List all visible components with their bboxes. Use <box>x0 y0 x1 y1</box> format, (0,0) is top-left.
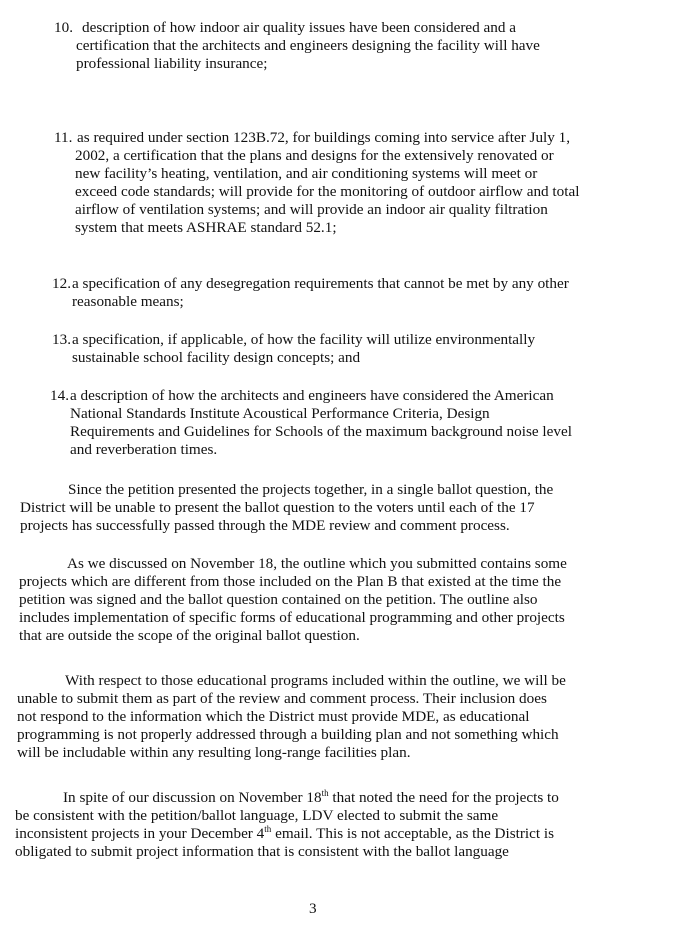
text-line: projects which are different from those included on the Plan B that existed at the time the <box>19 573 562 590</box>
text-line: sustainable school facility design concepts; and <box>72 349 361 366</box>
list-number: 14. <box>50 387 69 404</box>
text-line: airflow of ventilation systems; and will provide an indoor air quality filtration <box>75 201 548 218</box>
text-line: professional liability insurance; <box>76 55 268 72</box>
paragraph-november-outline <box>19 555 567 645</box>
text-line: obligated to submit project information that is consistent with the ballot language <box>15 843 509 860</box>
paragraph-petition <box>20 481 553 535</box>
text-line: not respond to the information which the District must provide MDE, as educational <box>17 708 530 725</box>
page-number: 3 <box>309 900 317 917</box>
text-line: new facility’s heating, ventilation, and air conditioning systems will meet or <box>75 165 538 182</box>
text-line: National Standards Institute Acoustical Performance Criteria, Design <box>70 405 490 422</box>
text-line: system that meets ASHRAE standard 52.1; <box>75 219 337 236</box>
text-line <box>15 825 559 843</box>
list-number: 12. <box>52 275 71 292</box>
text-line: a specification of any desegregation requirements that cannot be met by any other <box>72 275 569 292</box>
text-segment: that noted the need for the projects to <box>328 789 559 806</box>
list-text <box>76 19 540 73</box>
ordinal-superscript: th <box>321 788 329 798</box>
text-line: a description of how the architects and engineers have considered the American <box>70 387 554 404</box>
text-line: reasonable means; <box>72 293 184 310</box>
text-line: Requirements and Guidelines for Schools of the maximum background noise level <box>70 423 572 440</box>
text-line: projects has successfully passed through the MDE review and comment process. <box>20 517 510 534</box>
text-line: and reverberation times. <box>70 441 218 458</box>
text-segment: inconsistent projects in your December 4 <box>15 825 265 842</box>
text-segment: email. This is not acceptable, as the District is <box>271 825 555 842</box>
text-line: As we discussed on November 18, the outline which you submitted contains some <box>67 555 567 572</box>
list-number: 11. <box>54 129 73 146</box>
text-line: petition was signed and the ballot question contained on the petition. The outline also <box>19 591 538 608</box>
list-text <box>72 331 535 367</box>
ordinal-superscript: th <box>264 824 272 834</box>
list-text <box>72 275 569 311</box>
text-line: that are outside the scope of the original ballot question. <box>19 627 360 644</box>
text-line: a specification, if applicable, of how the facility will utilize environmentally <box>72 331 536 348</box>
text-line: certification that the architects and engineers designing the facility will have <box>76 37 540 54</box>
paragraph-inconsistent-projects <box>15 789 559 861</box>
text-line: as required under section 123B.72, for buildings coming into service after July 1, <box>77 129 571 146</box>
text-line: District will be unable to present the ballot question to the voters until each of the 17 <box>20 499 535 516</box>
text-line <box>63 789 559 807</box>
paragraph-educational-programs <box>17 672 566 762</box>
text-line: unable to submit them as part of the review and comment process. Their inclusion does <box>17 690 547 707</box>
list-text <box>74 129 579 237</box>
text-line: programming is not properly addressed through a building plan and not something which <box>17 726 559 743</box>
text-line: exceed code standards; will provide for the monitoring of outdoor airflow and total <box>75 183 580 200</box>
text-line: description of how indoor air quality issues have been considered and a <box>82 19 516 36</box>
text-line: With respect to those educational programs included within the outline, we will be <box>65 672 566 689</box>
text-line: be consistent with the petition/ballot language, LDV elected to submit the same <box>15 807 499 824</box>
text-line: includes implementation of specific forms of educational programming and other projects <box>19 609 565 626</box>
text-line: Since the petition presented the projects together, in a single ballot question, the <box>68 481 554 498</box>
text-segment: In spite of our discussion on November 18 <box>63 789 322 806</box>
list-number: 13. <box>52 331 71 348</box>
text-line: will be includable within any resulting long-range facilities plan. <box>17 744 411 761</box>
list-number: 10. <box>54 19 73 36</box>
list-text <box>70 387 572 459</box>
text-line: 2002, a certification that the plans and designs for the extensively renovated or <box>75 147 554 164</box>
